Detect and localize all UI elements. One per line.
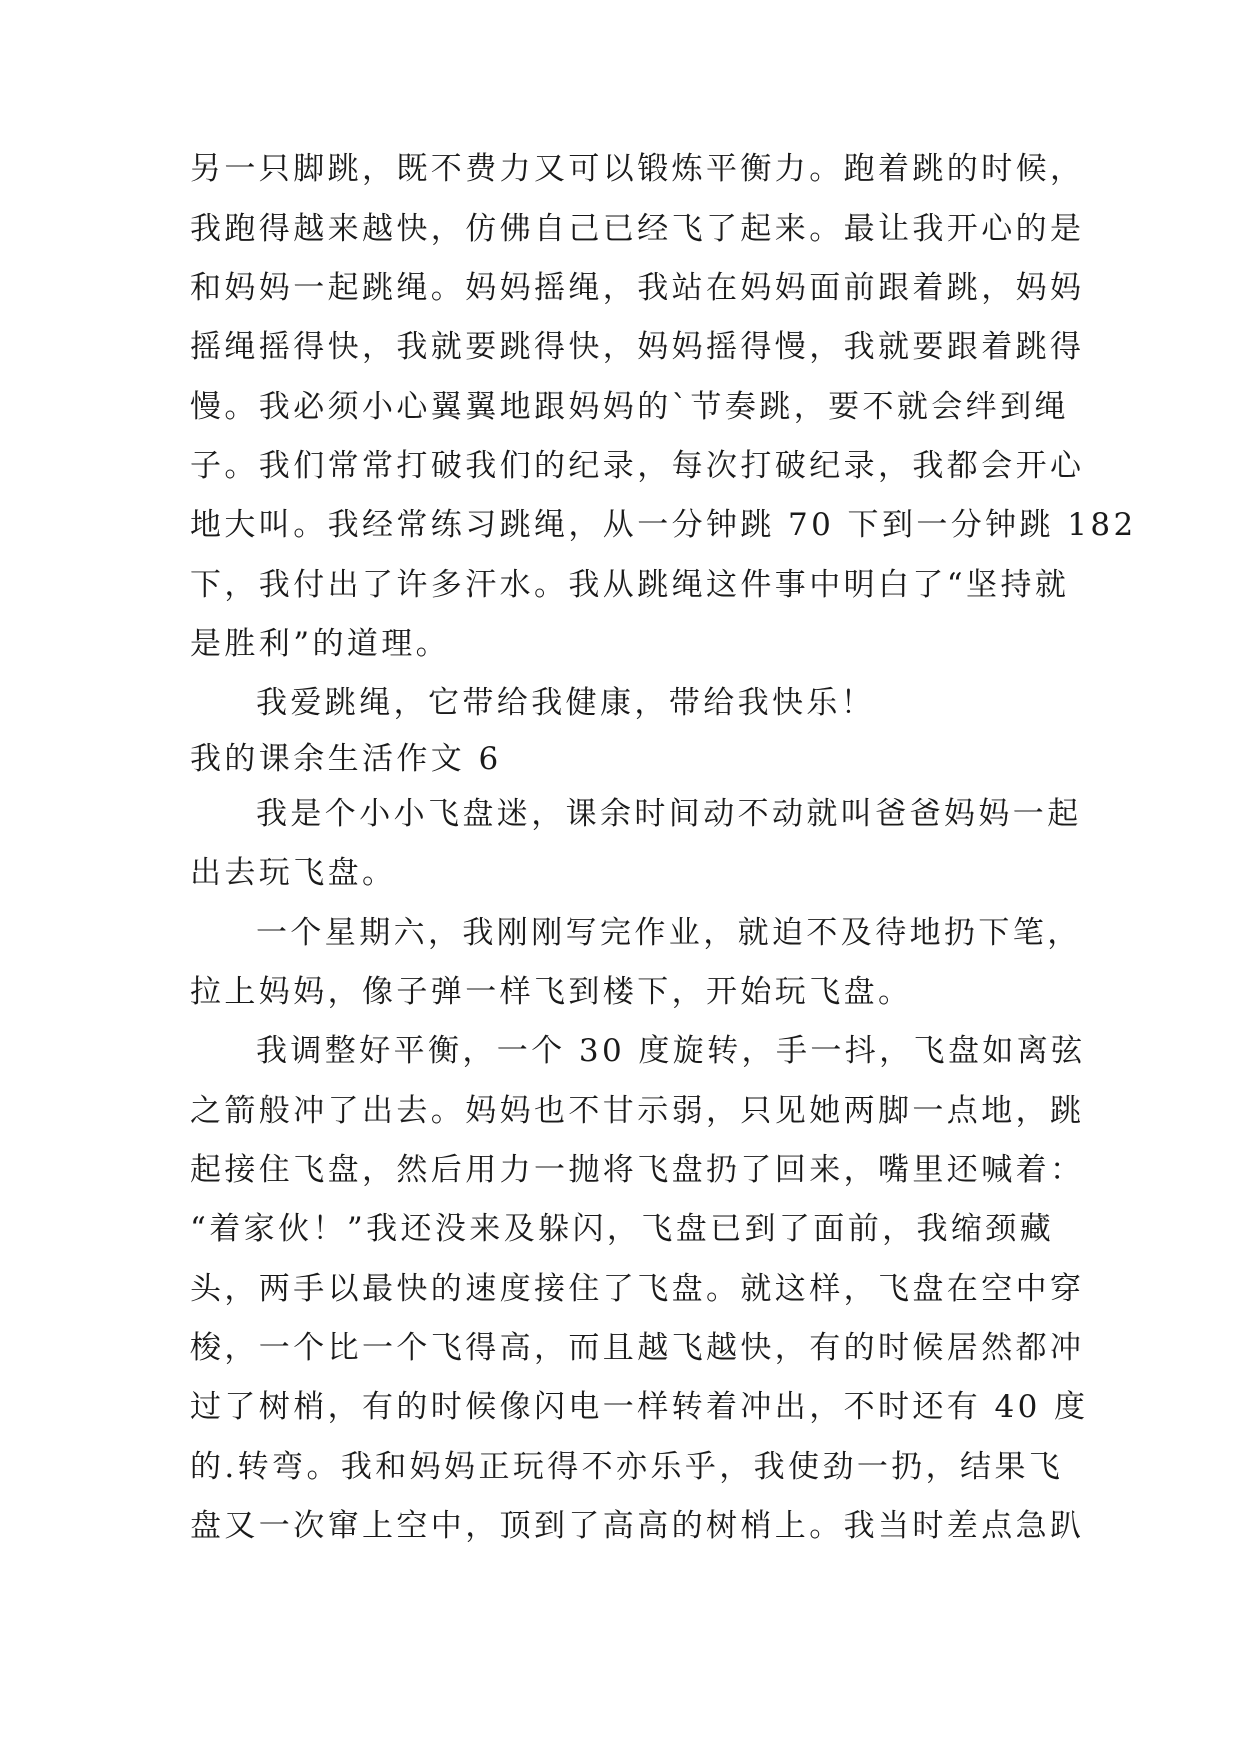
text-line: 我调整好平衡，一个 30 度旋转，手一抖，飞盘如离弦 (256, 1033, 1086, 1069)
text-line: 我爱跳绳，它带给我健康，带给我快乐！ (256, 685, 876, 721)
text-line: 起接住飞盘，然后用力一抛将飞盘扔了回来，嘴里还喊着： (190, 1152, 1085, 1188)
text-line: 出去玩飞盘。 (190, 855, 397, 891)
text-line: 的.转弯。我和妈妈正玩得不亦乐乎，我使劲一扔，结果飞 (190, 1449, 1064, 1485)
text-line: 头，两手以最快的速度接住了飞盘。就这样，飞盘在空中穿 (190, 1271, 1085, 1307)
text-line: 另一只脚跳，既不费力又可以锻炼平衡力。跑着跳的时候， (190, 151, 1085, 187)
section-heading: 我的课余生活作文 6 (190, 741, 502, 777)
text-line: 拉上妈妈，像子弹一样飞到楼下，开始玩飞盘。 (190, 974, 913, 1010)
text-line: 我是个小小飞盘迷，课余时间动不动就叫爸爸妈妈一起 (256, 796, 1082, 832)
text-line: 慢。我必须小心翼翼地跟妈妈的`节奏跳，要不就会绊到绳 (190, 389, 1069, 425)
text-line: 梭，一个比一个飞得高，而且越飞越快，有的时候居然都冲 (190, 1330, 1085, 1366)
text-line: 地大叫。我经常练习跳绳，从一分钟跳 70 下到一分钟跳 182 (190, 507, 1137, 543)
text-line: 过了树梢，有的时候像闪电一样转着冲出，不时还有 40 度 (190, 1389, 1089, 1425)
text-line: “着家伙！”我还没来及躲闪，飞盘已到了面前，我缩颈藏 (190, 1211, 1055, 1247)
text-line: 我跑得越来越快，仿佛自己已经飞了起来。最让我开心的是 (190, 211, 1085, 247)
text-line: 下，我付出了许多汗水。我从跳绳这件事中明白了“坚持就 (190, 567, 1070, 603)
text-line: 一个星期六，我刚刚写完作业，就迫不及待地扔下笔， (256, 915, 1082, 951)
text-line: 盘又一次窜上空中，顶到了高高的树梢上。我当时差点急趴 (190, 1508, 1085, 1544)
text-line: 和妈妈一起跳绳。妈妈摇绳，我站在妈妈面前跟着跳，妈妈 (190, 270, 1085, 306)
text-line: 摇绳摇得快，我就要跳得快，妈妈摇得慢，我就要跟着跳得 (190, 329, 1085, 365)
text-line: 子。我们常常打破我们的纪录，每次打破纪录，我都会开心 (190, 448, 1085, 484)
text-line: 之箭般冲了出去。妈妈也不甘示弱，只见她两脚一点地，跳 (190, 1093, 1085, 1129)
text-line: 是胜利”的道理。 (190, 626, 451, 662)
